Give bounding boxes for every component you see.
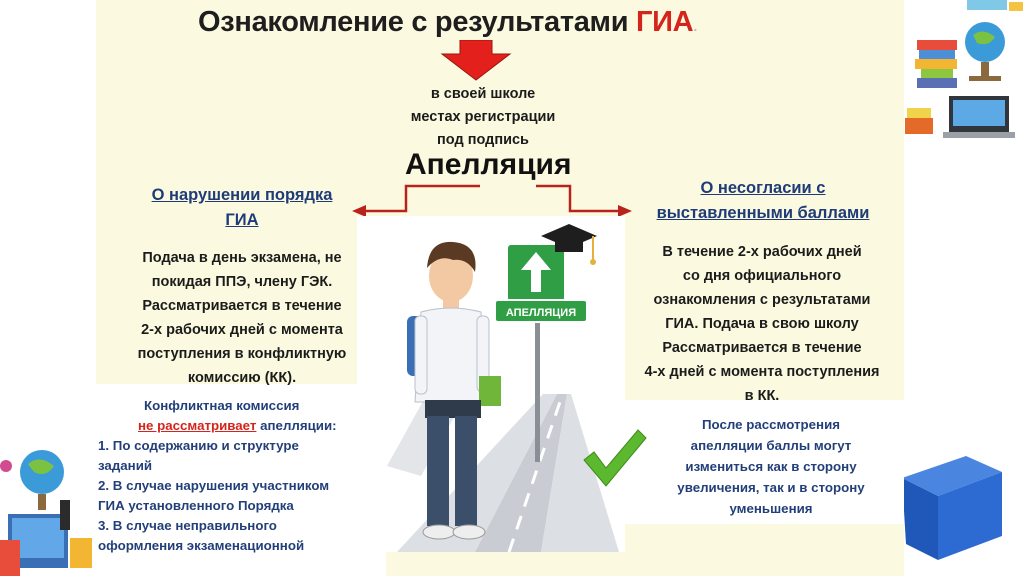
right-body-line: В течение 2-х рабочих дней [662,244,862,260]
commission-after: апелляции: [256,418,337,433]
left-heading-line: ГИА [225,211,259,229]
center-line: под подпись [437,132,529,148]
right-body-line: со дня официального [682,268,842,284]
bottom-right-cube [902,456,1012,566]
right-heading [628,176,898,226]
left-heading [126,183,358,233]
top-right-decoration [905,0,1024,140]
commission-item: 3. В случае неправильного [98,518,277,533]
commission-block [98,396,398,556]
title-dot: . [693,18,697,34]
commission-item: оформления экзаменационной [98,538,305,553]
left-heading-line: О нарушении порядка [151,186,333,204]
left-body-line: 2-х рабочих дней с момента [141,322,343,338]
left-body-line: покидая ППЭ, члену ГЭК. [151,274,333,290]
right-body-line: 4-х дней с момента поступления [644,364,880,380]
down-arrow-icon [440,40,512,82]
title-highlight: ГИА [636,6,694,38]
right-heading-line: выставленными баллами [656,204,870,222]
note-line: После рассмотрения [701,417,840,432]
left-body-line: Подача в день экзамена, не [142,250,342,266]
not-consider-label: не рассматривает [138,418,257,433]
commission-subtitle [98,416,398,436]
commission-item: ГИА установленного Порядка [98,498,294,513]
note-line: увеличения, так и в сторону [677,480,865,495]
note-block [648,414,894,519]
center-line: местах регистрации [410,109,556,125]
left-body-line: Рассматривается в течение [142,298,342,314]
commission-title: Конфликтная комиссия [144,398,300,413]
note-line: уменьшения [729,501,813,516]
note-line: апелляции баллы могут [690,438,852,453]
center-line: в своей школе [430,86,536,102]
right-heading-line: О несогласии с [700,179,826,197]
bottom-left-decoration [0,440,96,576]
right-body [620,240,904,408]
center-note [398,83,568,152]
appeal-heading: Апелляция [405,148,572,181]
right-body-line: ознакомления с результатами [653,292,871,308]
note-line: измениться как в сторону [685,459,857,474]
sign-label: АПЕЛЛЯЦИЯ [505,307,577,319]
left-body-line: комиссию (КК). [187,370,297,386]
right-body-line: Рассматривается в течение [662,340,862,356]
right-body-line: в КК. [744,388,780,404]
left-body-line: поступления в конфликтную [137,346,347,362]
commission-item: 2. В случае нарушения участником [98,478,330,493]
title-main: Ознакомление с результатами [198,6,636,38]
left-body [108,246,376,390]
commission-item: заданий [98,458,153,473]
page-title [198,6,697,39]
commission-item: 1. По содержанию и структуре [98,438,299,453]
right-body-line: ГИА. Подача в свою школу [665,316,859,332]
check-icon [582,426,648,488]
